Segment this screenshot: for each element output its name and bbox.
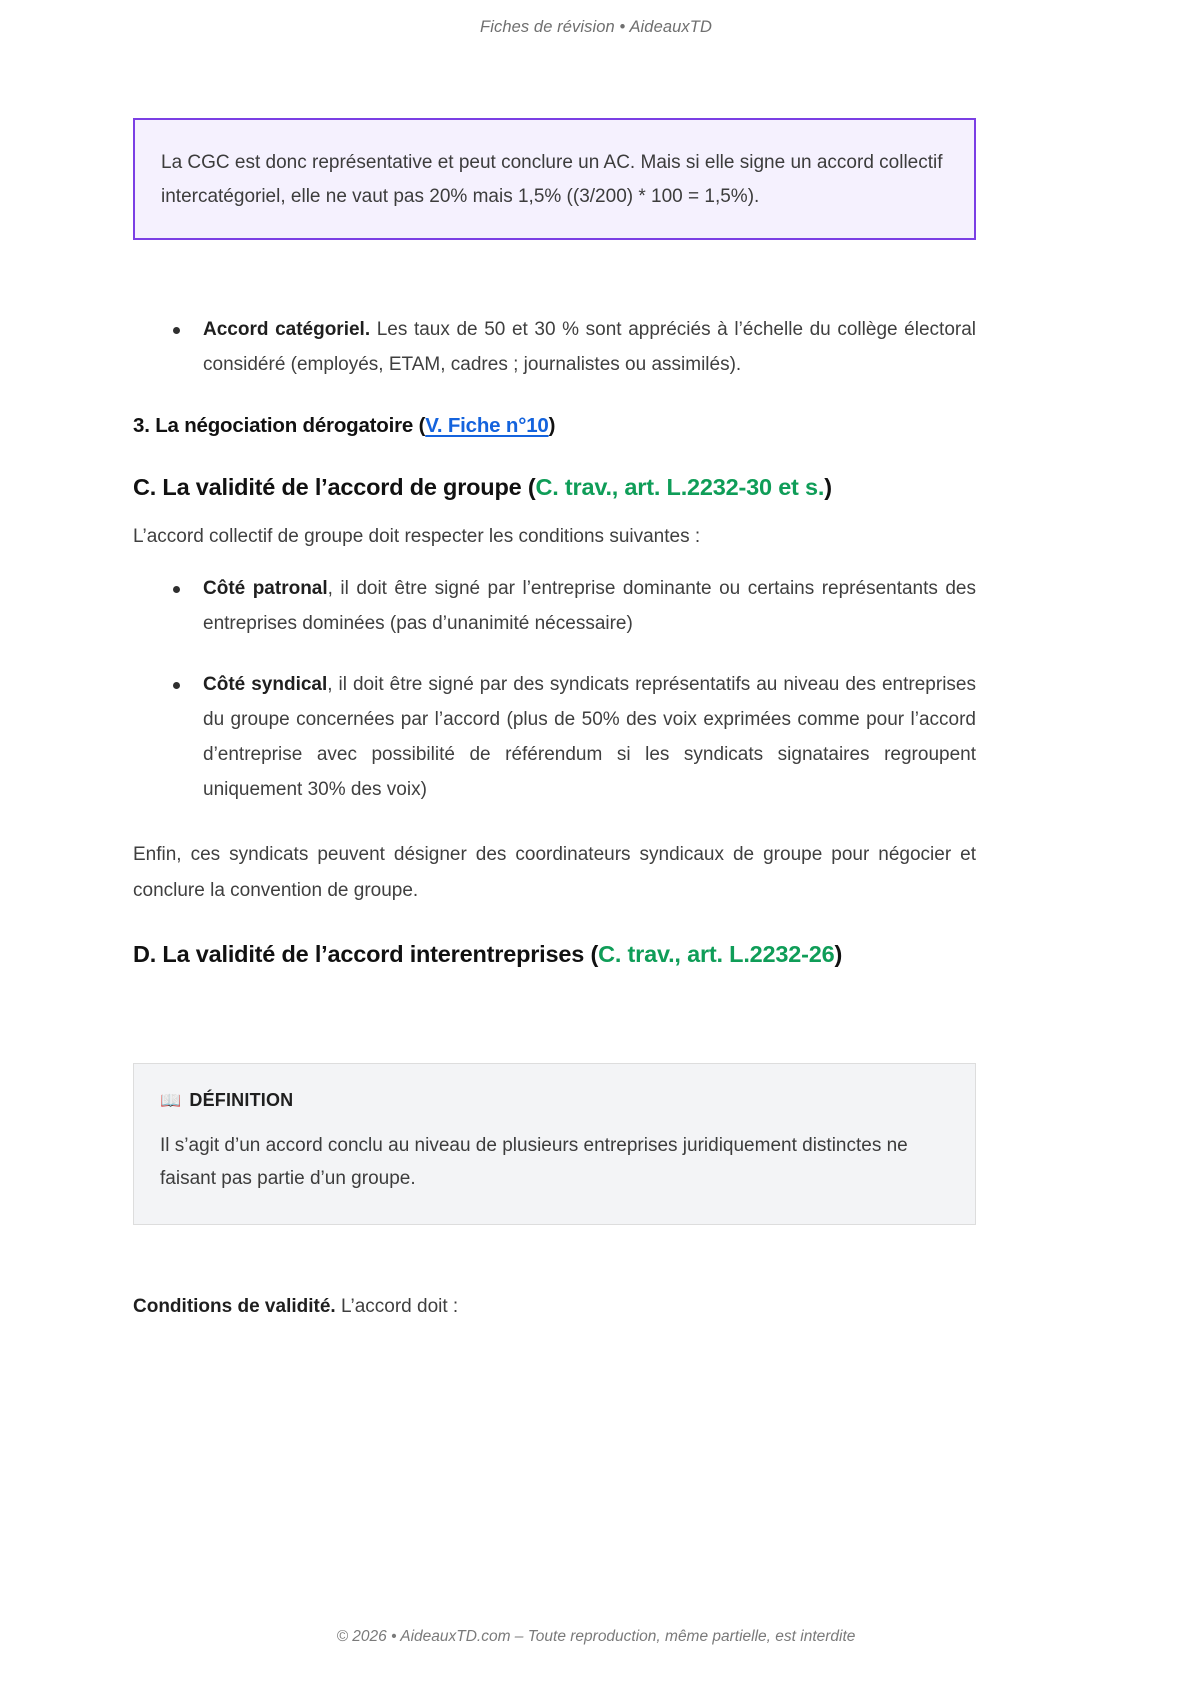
list-item-text: , il doit être signé par l’entreprise dominante ou certains représentants des entreprises dominées (pas d’unanimité nécessaire) xyxy=(203,577,976,634)
paragraph-intro-conditions: L’accord collectif de groupe doit respecter les conditions suivantes : xyxy=(133,526,701,548)
definition-title: DÉFINITION xyxy=(189,1089,294,1110)
close-paren: ) xyxy=(824,473,832,500)
spacer xyxy=(133,382,976,412)
list-item-text: Les taux de 50 et 30 % sont appréciés à l’échelle du collège électoral considéré (employés, ETAM, cadres ; journalistes ou assimilés). xyxy=(203,318,976,375)
open-paren: ( xyxy=(527,473,536,500)
spacer xyxy=(133,441,976,471)
list-item-lead: Côté syndical xyxy=(203,673,328,695)
bullet-list-categoriel xyxy=(133,312,976,382)
conditions-text: L’accord doit : xyxy=(335,1296,459,1318)
paragraph-conditions-validite xyxy=(133,1289,976,1324)
open-book-icon: 📖 xyxy=(160,1090,182,1110)
callout-definition xyxy=(133,1063,976,1226)
open-paren: ( xyxy=(418,413,426,437)
heading-prefix: C. La validité de l’accord de groupe xyxy=(133,473,528,500)
list-item xyxy=(133,571,976,641)
close-paren: ) xyxy=(834,940,843,967)
legal-citation: C. trav., art. L.2232-30 et s. xyxy=(535,473,825,500)
bullet-list-conditions-groupe xyxy=(133,571,976,808)
open-paren: ( xyxy=(590,940,599,967)
legal-citation: C. trav., art. L.2232-26 xyxy=(598,940,835,967)
spacer xyxy=(133,248,976,312)
list-item-text: , il doit être signé par des syndicats représentatifs au niveau des entreprises du groupe concernées par l’accord (plus de 50% des voix exprimées comme pour l’accord d’entreprise avec possibilité de référendum si les syndicats signataires regroupent uniquement 30% des voix) xyxy=(203,673,976,801)
close-paren: ) xyxy=(548,413,556,437)
heading-negociation-derogatoire xyxy=(133,412,976,441)
running-header: Fiches de révision • AideauxTD xyxy=(480,18,712,36)
heading-prefix: 3. La négociation dérogatoire xyxy=(133,413,419,437)
spacer xyxy=(133,908,976,938)
running-footer: © 2026 • AideauxTD.com – Toute reproduction, même partielle, est interdite xyxy=(336,1628,856,1645)
list-item-lead: Côté patronal xyxy=(203,577,328,599)
spacer xyxy=(133,1225,976,1289)
list-item xyxy=(133,312,976,382)
spacer xyxy=(133,555,976,571)
callout-note-purple xyxy=(133,118,976,240)
definition-text: Il s’agit d’un accord conclu au niveau de plusieurs entreprises juridiquement distinctes ne faisant pas partie d’un groupe. xyxy=(160,1134,908,1190)
list-item xyxy=(133,667,976,808)
conditions-lead: Conditions de validité. xyxy=(133,1296,336,1318)
heading-prefix: D. La validité de l’accord interentreprises xyxy=(133,940,591,967)
spacer xyxy=(133,807,976,837)
callout-note-text: La CGC est donc représentative et peut conclure un AC. Mais si elle signe un accord collectif intercatégoriel, elle ne vaut pas 20% mais 1,5% ((3/200) * 100 = 1,5%). xyxy=(161,152,943,207)
paragraph-coordinateurs: Enfin, ces syndicats peuvent désigner des coordinateurs syndicaux de groupe pour négocier et conclure la convention de groupe. xyxy=(133,844,976,901)
definition-title-row xyxy=(160,1090,949,1111)
document-content xyxy=(133,118,976,1324)
heading-validite-accord-interentreprises xyxy=(133,938,976,971)
link-fiche-10[interactable]: V. Fiche n°10 xyxy=(425,413,549,437)
list-item-lead: Accord catégoriel. xyxy=(203,318,371,340)
spacer xyxy=(133,503,976,519)
heading-validite-accord-groupe xyxy=(133,471,976,504)
spacer xyxy=(133,971,976,1063)
